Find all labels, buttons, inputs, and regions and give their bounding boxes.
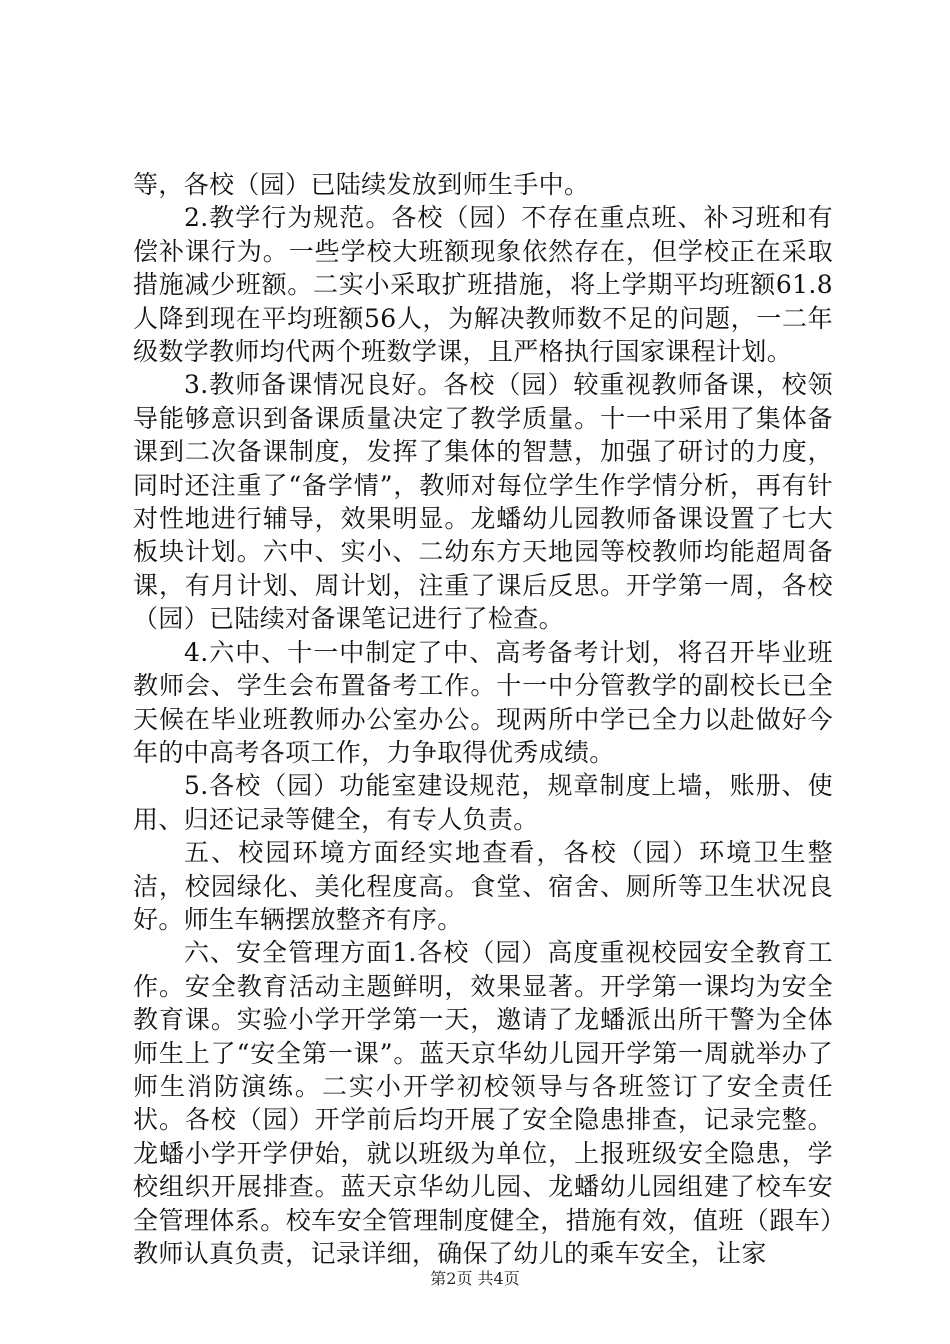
paragraph-continuation: 等，各校（园）已陆续发放到师生手中。 xyxy=(133,170,590,199)
paragraph-exam-preparation: 4.六中、十一中制定了中、高考备考计划，将召开毕业班教师会、学生会布置备考工作。十一中分管教学的副校长已全天候在毕业班教师办公室办公。现两所中学已全力以赴做好今年的中高考各项工作，力争取得优秀成绩。 xyxy=(133,637,833,767)
paragraph-safety-management: 六、安全管理方面1.各校（园）高度重视校园安全教育工作。安全教育活动主题鲜明，效果显著。开学第一课均为安全教育课。实验小学开学第一天，邀请了龙蟠派出所干警为全体师生上了“安全第一课”。蓝天京华幼儿园开学第一周就举办了师生消防演练。二实小开学初校领导与各班签订了安全责任状。各校（园）开学前后均开展了安全隐患排查，记录完整。龙蟠小学开学伊始，就以班级为单位，上报班级安全隐患，学校组织开展排查。蓝天京华幼儿园、龙蟠幼儿园组建了校车安全管理体系。校车安全管理制度健全，措施有效，值班（跟车）教师认真负责，记录详细，确保了幼儿的乘车安全，让家 xyxy=(133,938,833,1268)
document-body xyxy=(133,168,833,1270)
paragraph-campus-environment: 五、校园环境方面经实地查看，各校（园）环境卫生整洁，校园绿化、美化程度高。食堂、宿舍、厕所等卫生状况良好。师生车辆摆放整齐有序。 xyxy=(133,838,833,934)
paragraph-function-rooms: 5.各校（园）功能室建设规范，规章制度上墙，账册、使用、归还记录等健全，有专人负责。 xyxy=(133,771,833,834)
paragraph-teaching-behavior: 2.教学行为规范。各校（园）不存在重点班、补习班和有偿补课行为。一些学校大班额现象依然存在，但学校正在采取措施减少班额。二实小采取扩班措施，将上学期平均班额61.8人降到现在平均班额56人，为解决教师数不足的问题，一二年级数学教师均代两个班数学课，且严格执行国家课程计划。 xyxy=(133,203,833,367)
page-footer: 第2页 共4页 xyxy=(430,1269,520,1288)
paragraph-lesson-preparation: 3.教师备课情况良好。各校（园）较重视教师备课，校领导能够意识到备课质量决定了教学质量。十一中采用了集体备课到二次备课制度，发挥了集体的智慧，加强了研讨的力度，同时还注重了“备学情”，教师对每位学生作学情分析，再有针对性地进行辅导，效果明显。龙蟠幼儿园教师备课设置了七大板块计划。六中、实小、二幼东方天地园等校教师均能超周备课，有月计划、周计划，注重了课后反思。开学第一周，各校（园）已陆续对备课笔记进行了检查。 xyxy=(133,370,833,634)
